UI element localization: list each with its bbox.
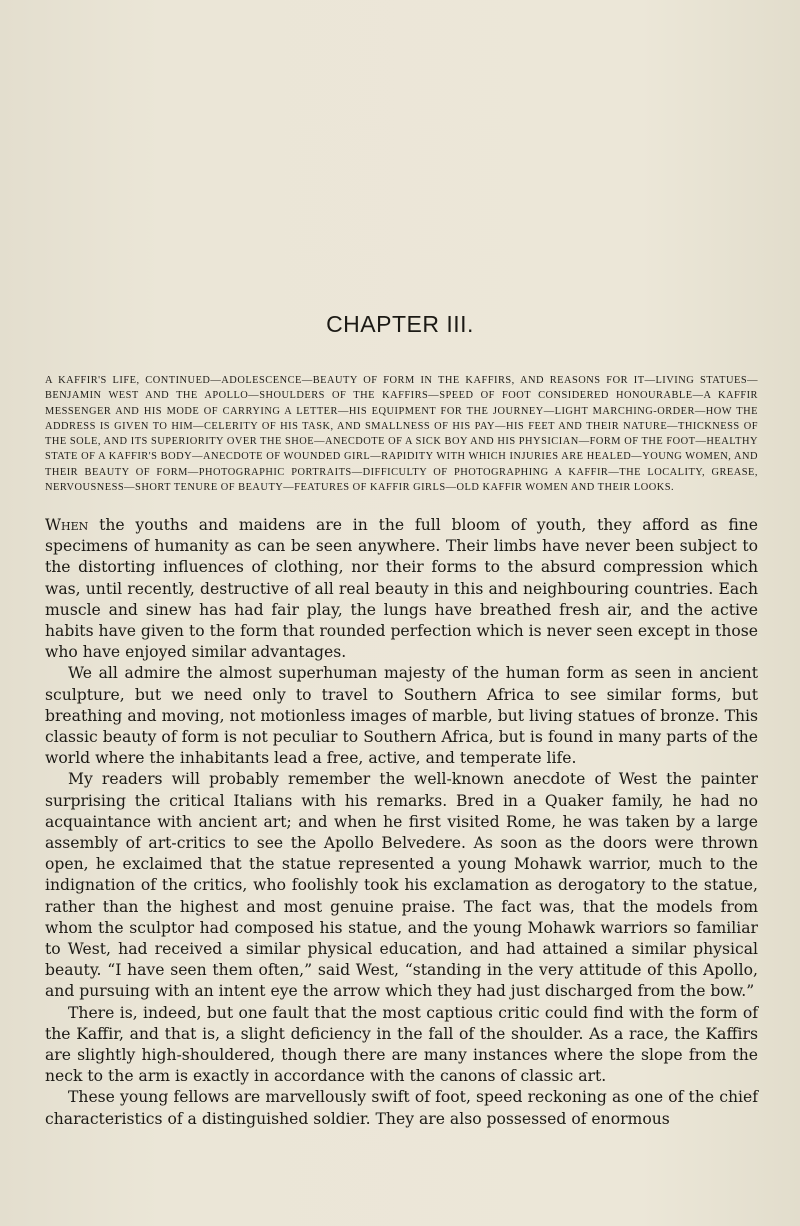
paragraph-3: My readers will probably remember the well-known anecdote of West the painter surprising the critical Italians with his remarks. Bred in a Quaker family, he had no acquaintance with ancient art; and when he first visited Rome, he was taken by a large assembly of art-critics to see the Apollo Belvedere. As soon as the doors were thrown open, he exclaimed that the statue represented a young Mohawk warrior, much to the indignation of the critics, who foolishly took his exclamation as derogatory to the statue, rather than the highest and most genuine praise. The fact was, that the models from whom the sculptor had composed his statue, and the young Mohawk warriors so familiar to West, had received a similar physical education, and had attained a similar physical beauty. “I have seen them often,” said West, “standing in the very attitude of this Apollo, and pursuing with an intent eye the arrow which they had just discharged from the bow.” (45, 770, 758, 1001)
chapter-heading: CHAPTER III. (326, 311, 474, 337)
body-text (45, 515, 758, 1130)
paragraph-2: We all admire the almost superhuman majesty of the human form as seen in ancient sculpture, but we need only to travel to Southern Africa to see similar forms, but breathing and moving, not motionless images of marble, but living statues of bronze. This classic beauty of form is not peculiar to Southern Africa, but is found in many parts of the world where the inhabitants lead a free, active, and temperate life. (45, 664, 758, 768)
paragraph-4: There is, indeed, but one fault that the most captious critic could find with the form of the Kaffir, and that is, a slight deficiency in the fall of the shoulder. As a race, the Kaffirs are slightly high-shouldered, though there are many instances where the slope from the neck to the arm is exactly in accordance with the canons of classic art. (45, 1003, 758, 1086)
paragraph-5: These young fellows are marvellously swift of foot, speed reckoning as one of the chief characteristics of a distinguished soldier. They are also possessed of enormous (45, 1088, 758, 1128)
paragraph-1-text: the youths and maidens are in the full bloom of youth, they afford as fine specimens of humanity as can be seen anywhere. Their limbs have never been subject to the distorting influences of clothing, nor their forms to the absurd compression which was, until recently, destructive of all real beauty in this and neighbouring countries. Each muscle and sinew has had fair play, the lungs have breathed fresh air, and the active habits have given to the form that rounded perfection which is never seen except in those who have enjoyed similar advantages. (45, 516, 758, 662)
chapter-synopsis: A KAFFIR'S LIFE, CONTINUED—ADOLESCENCE—BEAUTY OF FORM IN THE KAFFIRS, AND REASONS FOR IT—LIVING STATUES—BENJAMIN WEST AND THE APOLLO—SHOULDERS OF THE KAFFIRS—SPEED OF FOOT CONSIDERED HONOURABLE—A KAFFIR MESSENGER AND HIS MODE OF CARRYING A LETTER—HIS EQUIPMENT FOR THE JOURNEY—LIGHT MARCHING-ORDER—HOW THE ADDRESS IS GIVEN TO HIM—CELERITY OF HIS TASK, AND SMALLNESS OF HIS PAY—HIS FEET AND THEIR NATURE—THICKNESS OF THE SOLE, AND ITS SUPERIORITY OVER THE SHOE—ANECDOTE OF A SICK BOY AND HIS PHYSICIAN—FORM OF THE FOOT—HEALTHY STATE OF A KAFFIR'S BODY—ANECDOTE OF WOUNDED GIRL—RAPIDITY WITH WHICH INJURIES ARE HEALED—YOUNG WOMEN, AND THEIR BEAUTY OF FORM—PHOTOGRAPHIC PORTRAITS—DIFFICULTY OF PHOTOGRAPHING A KAFFIR—THE LOCALITY, GREASE, NERVOUSNESS—SHORT TENURE OF BEAUTY—FEATURES OF KAFFIR GIRLS—OLD KAFFIR WOMEN AND THEIR LOOKS. (45, 375, 758, 494)
paragraph-1 (45, 515, 758, 663)
drop-word: When (45, 516, 89, 534)
